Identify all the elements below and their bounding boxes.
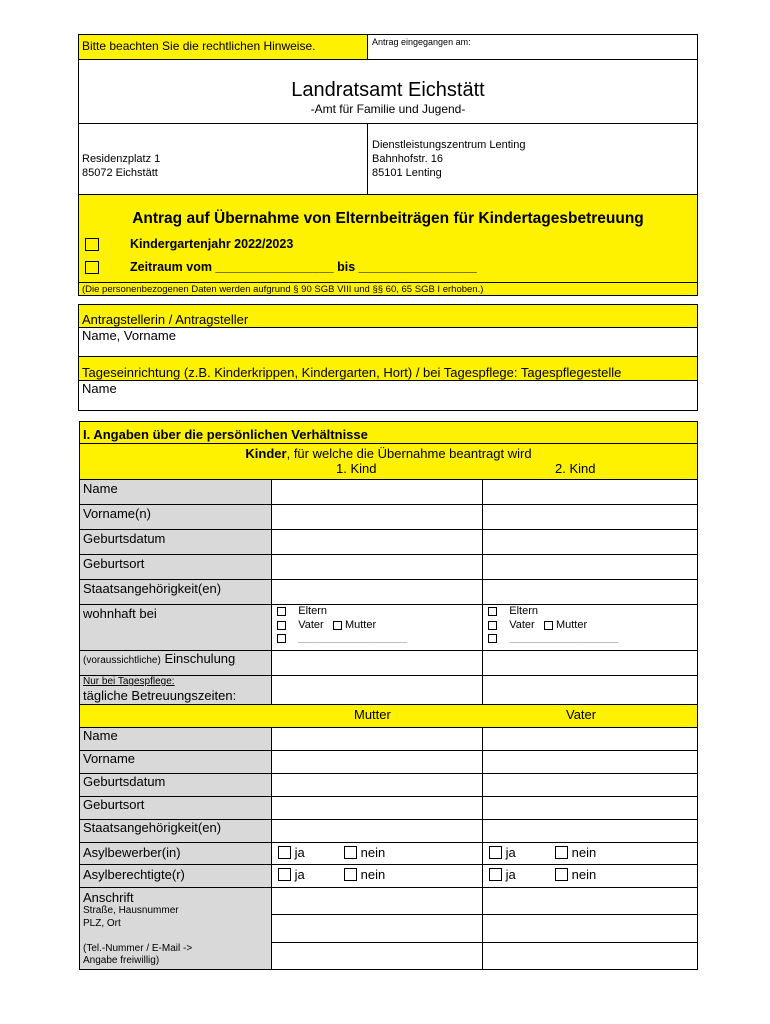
children-heading [80,446,697,461]
father-asylum-entitled-yes [489,867,516,882]
address-right-line-2: Bahnhofstr. 16 [372,153,443,165]
parent-row-label: Staatsangehörigkeit(en) [83,820,222,835]
child-row-label-cell [80,530,272,554]
mother-asylum-seeker-options [272,843,483,864]
option-kindergarten-year-label: Kindergartenjahr 2022/2023 [130,237,294,251]
address-city-label: PLZ, Ort [83,918,121,929]
asylum-seeker-label: Asylbewerber(in) [83,845,181,860]
child1-nationality-field[interactable] [272,580,483,604]
father-heading: Vater [566,707,597,722]
child-row-label-cell [80,580,272,604]
applicant-name-field[interactable] [79,328,697,357]
father-asylum-seeker-yes-checkbox[interactable] [489,846,502,859]
address-street-label: Straße, Hausnummer [83,905,179,916]
resides-label: wohnhaft bei [83,606,157,621]
address-right [368,124,697,195]
enrollment-label [83,651,235,666]
parent-row-label-cell [80,728,272,750]
parent-row-label: Geburtsdatum [83,774,166,789]
address-left [79,124,368,195]
father-firstname-field[interactable] [483,751,697,773]
facility-section [78,357,698,411]
child1-birthplace-field[interactable] [272,555,483,579]
enrollment-label-cell [80,651,272,675]
child-row-enrollment [79,651,698,676]
child-row-nationality [79,580,698,605]
father-city-field[interactable] [483,915,697,943]
yes-label: ja [505,845,516,860]
parent-row-asylum-entitled [79,865,698,888]
child1-resides-father-mother [277,619,376,631]
child2-other-checkbox[interactable] [488,634,497,643]
father-asylum-seeker-no-checkbox[interactable] [555,846,568,859]
mother-asylum-entitled-no-checkbox[interactable] [344,868,357,881]
parent-row-asylum-seeker [79,843,698,865]
mother-asylum-entitled-options [272,865,483,887]
department-name: -Amt für Familie und Jugend- [310,102,466,116]
mother-heading: Mutter [354,707,391,722]
mother-asylum-entitled-yes-checkbox[interactable] [278,868,291,881]
child-row-label: Staatsangehörigkeit(en) [83,581,222,596]
address-left-line-1: Residenzplatz 1 [82,153,161,165]
yes-label: ja [505,867,516,882]
facility-heading-bar [79,357,697,381]
child-row-resides [79,605,698,651]
option-kindergarten-year-checkbox[interactable] [85,238,99,251]
child1-resides-parents [277,605,327,617]
child-row-birthdate [79,530,698,555]
mother-address-fields [272,888,483,969]
father-asylum-seeker-options [483,843,697,864]
parent-row-nationality [79,820,698,843]
child2-heading: 2. Kind [555,461,596,476]
child1-daycare-field[interactable] [272,676,483,704]
child1-father-label: Vater [298,619,324,631]
applicant-name-label: Name, Vorname [82,328,176,343]
father-asylum-seeker-yes [489,845,516,860]
child2-parents-checkbox[interactable] [488,607,497,616]
mother-asylum-seeker-yes [278,845,305,860]
authority-name: Landratsamt Eichstätt [291,79,485,101]
parents-heading-bar [79,705,698,728]
father-asylum-seeker-no [555,845,596,860]
child1-father-checkbox[interactable] [277,621,286,630]
child1-birthdate-field[interactable] [272,530,483,554]
father-nationality-field[interactable] [483,820,697,842]
parent-row-birthplace [79,797,698,820]
application-title: Antrag auf Übernahme von Elternbeiträgen für Kindertagesbetreuung [132,210,644,227]
child2-resides-father-mother [488,619,587,631]
mother-asylum-seeker-yes-checkbox[interactable] [278,846,291,859]
section1-heading-bar [79,421,698,444]
child1-resides-other [277,632,407,644]
father-birthdate-field[interactable] [483,774,697,796]
address-right-line-1: Dienstleistungszentrum Lenting [372,139,526,151]
parent-row-firstname [79,751,698,774]
child-row-name [79,480,698,505]
header-box [78,34,698,195]
child1-name-field[interactable] [272,480,483,504]
asylum-seeker-label-cell [80,843,272,864]
no-label: nein [360,845,386,860]
mother-firstname-field[interactable] [272,751,483,773]
child2-father-label: Vater [509,619,535,631]
parent-row-label: Geburtsort [83,797,145,812]
facility-name-label: Name [82,381,117,396]
child2-firstname-field[interactable] [483,505,697,529]
child1-parents-label: Eltern [298,605,327,617]
child2-mother-label: Mutter [555,619,588,631]
child2-enrollment-field[interactable] [483,651,697,675]
child1-enrollment-field[interactable] [272,651,483,675]
legal-basis-note: (Die personenbezogenen Daten werden aufgrund § 90 SGB VIII und §§ 60, 65 SGB I erhoben.) [82,284,484,295]
child2-resides-options [483,605,697,650]
parent-row-address [79,888,698,970]
option-period-checkbox[interactable] [85,261,99,274]
child2-nationality-field[interactable] [483,580,697,604]
parent-row-label-cell [80,820,272,842]
resides-label-cell [80,605,272,650]
parent-row-birthdate [79,774,698,797]
legal-notice-text: Bitte beachten Sie die rechtlichen Hinweise. [82,39,316,53]
father-birthplace-field[interactable] [483,797,697,819]
mother-nationality-field[interactable] [272,820,483,842]
facility-name-field[interactable] [79,381,697,410]
child-row-firstname [79,505,698,530]
address-left-line-2: 85072 Eichstätt [82,167,158,179]
asylum-entitled-label-cell [80,865,272,887]
child-row-label-cell [80,555,272,579]
parent-row-label: Name [83,728,118,743]
child-row-label: Vorname(n) [83,506,151,521]
facility-heading: Tageseinrichtung (z.B. Kinderkrippen, Kindergarten, Hort) / bei Tagespflege: Tagespflegestelle [82,365,622,380]
address-label-cell [80,888,272,969]
enrollment-small-label: (voraussichtliche) [83,655,161,666]
child1-mother-checkbox[interactable] [333,621,342,630]
child1-other-line: ____________________________ [298,636,408,643]
child2-parents-label: Eltern [509,605,538,617]
child1-other-checkbox[interactable] [277,634,286,643]
application-title-box [78,194,698,296]
yes-label: ja [294,845,305,860]
contact-note-line-2: Angabe freiwillig) [83,955,160,966]
legal-notice-banner [79,35,368,60]
child-row-label: Geburtsort [83,556,145,571]
children-heading-bar [79,444,698,480]
child2-resides-parents [488,605,538,617]
child1-resides-options [272,605,483,650]
father-asylum-entitled-no-checkbox[interactable] [555,868,568,881]
parent-row-label: Vorname [83,751,136,766]
child2-birthdate-field[interactable] [483,530,697,554]
parent-row-label-cell [80,797,272,819]
father-asylum-entitled-options [483,865,697,887]
father-asylum-entitled-yes-checkbox[interactable] [489,868,502,881]
child-row-label-cell [80,480,272,504]
enrollment-main-label: Einschulung [164,651,236,666]
father-asylum-entitled-no [555,867,596,882]
mother-birthplace-field[interactable] [272,797,483,819]
received-date-label: Antrag eingegangen am: [372,37,471,47]
received-date-field[interactable] [368,35,697,60]
child2-birthplace-field[interactable] [483,555,697,579]
section1-heading: I. Angaben über die persönlichen Verhältnisse [83,427,368,442]
mother-street-field[interactable] [272,888,482,915]
child2-resides-other [488,632,618,644]
address-label: Anschrift [83,890,134,905]
parent-row-label-cell [80,774,272,796]
no-label: nein [571,867,597,882]
child1-mother-label: Mutter [344,619,377,631]
father-address-fields [483,888,697,969]
mother-name-field[interactable] [272,728,483,750]
child1-firstname-field[interactable] [272,505,483,529]
child1-heading: 1. Kind [336,461,377,476]
yes-label: ja [294,867,305,882]
child-row-label: Geburtsdatum [83,531,166,546]
children-heading-rest: , für welche die Übernahme beantragt wird [286,446,532,461]
child2-daycare-field[interactable] [483,676,697,704]
daycare-label: tägliche Betreuungszeiten: [83,688,237,703]
option-period-label: Zeitraum vom _________________ bis _________________ [130,260,477,274]
applicant-section [78,304,698,357]
father-contact-field[interactable] [483,943,697,969]
mother-contact-field[interactable] [272,943,482,969]
child1-parents-checkbox[interactable] [277,607,286,616]
no-label: nein [571,845,597,860]
mother-asylum-entitled-no [344,867,385,882]
mother-asylum-entitled-yes [278,867,305,882]
applicant-heading-bar [79,305,697,328]
child-row-label-cell [80,505,272,529]
child-row-label: Name [83,481,118,496]
children-heading-bold: Kinder [245,446,287,461]
parent-row-name [79,728,698,751]
no-label: nein [360,867,386,882]
child2-name-field[interactable] [483,480,697,504]
legal-basis-row [79,282,697,296]
child2-mother-checkbox[interactable] [544,621,553,630]
child2-other-line: ____________________________ [509,636,619,643]
father-name-field[interactable] [483,728,697,750]
asylum-entitled-label: Asylberechtigte(r) [83,867,185,882]
parent-row-label-cell [80,751,272,773]
mother-city-field[interactable] [272,915,482,943]
mother-asylum-seeker-no-checkbox[interactable] [344,846,357,859]
applicant-heading: Antragstellerin / Antragsteller [82,312,249,327]
mother-asylum-seeker-no [344,845,385,860]
daycare-note: Nur bei Tagespflege: [83,676,175,687]
child-row-birthplace [79,555,698,580]
father-street-field[interactable] [483,888,697,915]
mother-birthdate-field[interactable] [272,774,483,796]
child-row-daycare-times [79,676,698,705]
authority-title-area [79,60,697,124]
child2-father-checkbox[interactable] [488,621,497,630]
address-right-line-3: 85101 Lenting [372,167,442,179]
contact-note-line-1: (Tel.-Nummer / E-Mail -> [83,943,193,954]
daycare-label-cell [80,676,272,704]
